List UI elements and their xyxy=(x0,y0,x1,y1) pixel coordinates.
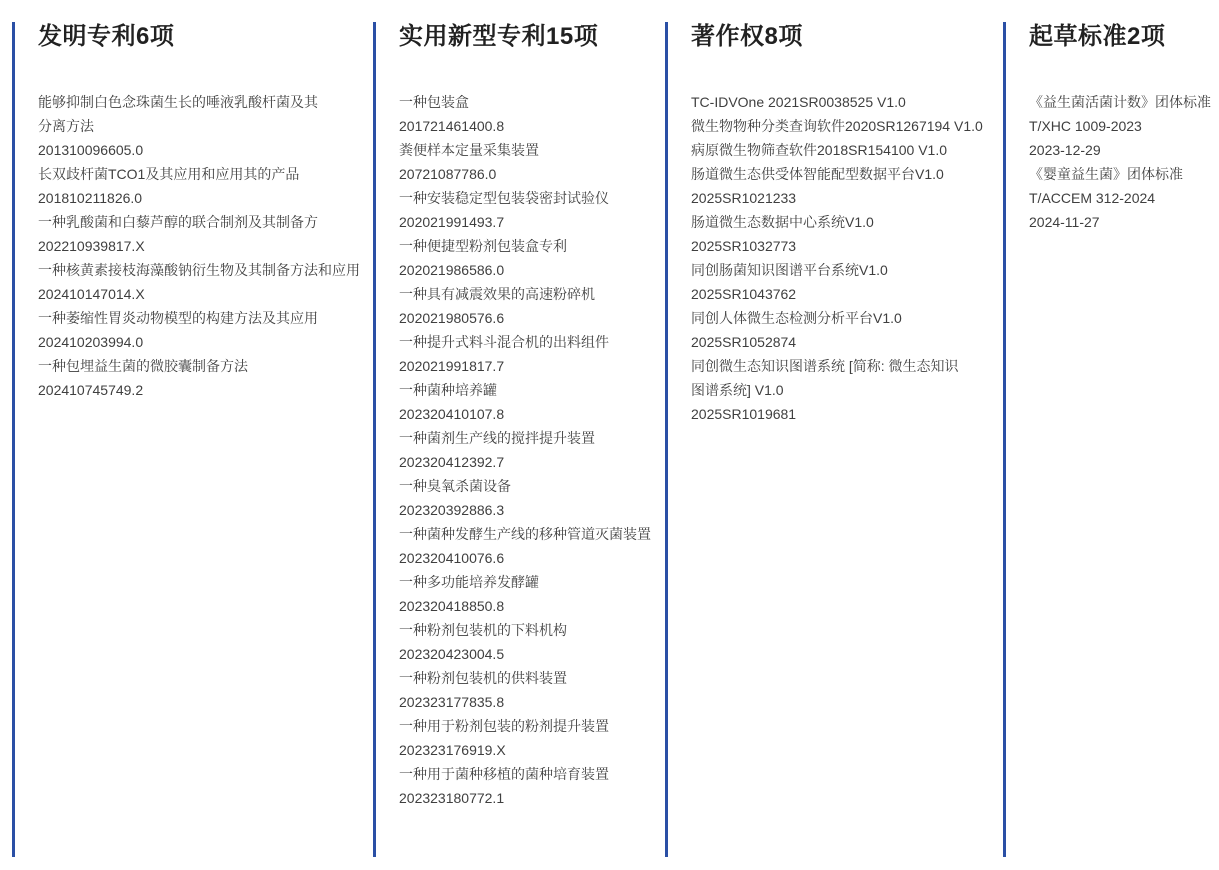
text-line: 202320412392.7 xyxy=(399,454,505,470)
text-line: 《益生菌活菌计数》团体标准 xyxy=(1029,94,1211,110)
text-line: 202021986586.0 xyxy=(399,262,505,278)
text-line: 2024-11-27 xyxy=(1029,214,1100,230)
column-title-copyrights: 著作权8项 xyxy=(691,23,803,50)
text-line: 202210939817.X xyxy=(38,238,145,254)
text-line: 一种提升式料斗混合机的出料组件 xyxy=(399,334,609,350)
text-line: 202021980576.6 xyxy=(399,310,505,326)
text-line: 一种菌剂生产线的搅拌提升装置 xyxy=(399,430,595,446)
text-line: 一种菌种发酵生产线的移种管道灭菌装置 xyxy=(399,526,651,542)
text-line: T/XHC 1009-2023 xyxy=(1029,118,1142,134)
text-line: 一种包装盒 xyxy=(399,94,469,110)
column-copyrights xyxy=(665,22,991,857)
text-line: 202323176919.X xyxy=(399,742,506,758)
text-line: 一种用于菌种移植的菌种培育装置 xyxy=(399,766,609,782)
text-line: 同创微生态知识图谱系统 [简称: 微生态知识 xyxy=(691,358,959,374)
text-line: 长双歧杆菌TCO1及其应用和应用其的产品 xyxy=(38,166,300,182)
column-invention-patents xyxy=(12,22,361,857)
text-line: 一种安装稳定型包装袋密封试验仪 xyxy=(399,190,609,206)
text-line: 201310096605.0 xyxy=(38,142,144,158)
text-line: 2025SR1043762 xyxy=(691,286,797,302)
text-line: TC-IDVOne 2021SR0038525 V1.0 xyxy=(691,94,906,110)
column-title-drafted-standards: 起草标准2项 xyxy=(1029,23,1166,50)
text-line: 分离方法 xyxy=(38,118,94,134)
text-line: 201810211826.0 xyxy=(38,190,143,206)
text-line: 一种多功能培养发酵罐 xyxy=(399,574,539,590)
text-line: 一种具有减震效果的高速粉碎机 xyxy=(399,286,595,302)
text-line: 同创人体微生态检测分析平台V1.0 xyxy=(691,310,902,326)
text-line: 病原微生物筛查软件2018SR154100 V1.0 xyxy=(691,142,947,158)
text-line: 2025SR1021233 xyxy=(691,190,797,206)
text-line: 202323177835.8 xyxy=(399,694,505,710)
text-line: 肠道微生态数据中心系统V1.0 xyxy=(691,214,874,230)
text-line: 一种萎缩性胃炎动物模型的构建方法及其应用 xyxy=(38,310,318,326)
text-line: 2025SR1052874 xyxy=(691,334,797,350)
column-title-invention-patents: 发明专利6项 xyxy=(38,23,175,50)
text-line: 202410745749.2 xyxy=(38,382,144,398)
text-line: 一种包埋益生菌的微胶囊制备方法 xyxy=(38,358,248,374)
text-line: 一种便捷型粉剂包装盒专利 xyxy=(399,238,567,254)
text-line: 能够抑制白色念珠菌生长的唾液乳酸杆菌及其 xyxy=(38,94,318,110)
text-line: 粪便样本定量采集装置 xyxy=(399,142,539,158)
column-drafted-standards xyxy=(1003,22,1209,857)
text-line: 一种臭氧杀菌设备 xyxy=(399,478,511,494)
text-line: 202410203994.0 xyxy=(38,334,144,350)
text-line: 202021991817.7 xyxy=(399,358,505,374)
text-line: 202323180772.1 xyxy=(399,790,505,806)
text-line: 一种核黄素接枝海藻酸钠衍生物及其制备方法和应用 xyxy=(38,262,360,278)
text-line: 2025SR1032773 xyxy=(691,238,797,254)
text-line: T/ACCEM 312-2024 xyxy=(1029,190,1156,206)
text-line: 一种粉剂包装机的下料机构 xyxy=(399,622,567,638)
column-utility-model-patents xyxy=(373,22,653,857)
text-line: 同创肠菌知识图谱平台系统V1.0 xyxy=(691,262,888,278)
text-line: 202021991493.7 xyxy=(399,214,505,230)
text-line: 2025SR1019681 xyxy=(691,406,797,422)
text-line: 一种用于粉剂包装的粉剂提升装置 xyxy=(399,718,609,734)
text-line: 202320392886.3 xyxy=(399,502,505,518)
text-line: 202320410076.6 xyxy=(399,550,505,566)
text-line: 一种菌种培养罐 xyxy=(399,382,497,398)
text-line: 202320423004.5 xyxy=(399,646,505,662)
text-line: 微生物物种分类查询软件2020SR1267194 V1.0 xyxy=(691,118,983,134)
column-lines-drafted-standards xyxy=(1029,90,1209,234)
text-line: 2023-12-29 xyxy=(1029,142,1101,158)
text-line: 图谱系统] V1.0 xyxy=(691,382,784,398)
text-line: 202410147014.X xyxy=(38,286,145,302)
text-line: 一种粉剂包装机的供料装置 xyxy=(399,670,567,686)
text-line: 202320410107.8 xyxy=(399,406,505,422)
column-lines-utility-model-patents xyxy=(399,90,653,810)
column-title-utility-model-patents: 实用新型专利15项 xyxy=(399,23,599,50)
text-line: 20721087786.0 xyxy=(399,166,497,182)
text-line: 肠道微生态供受体智能配型数据平台V1.0 xyxy=(691,166,944,182)
text-line: 《婴童益生菌》团体标准 xyxy=(1029,166,1183,182)
text-line: 201721461400.8 xyxy=(399,118,505,134)
text-line: 一种乳酸菌和白藜芦醇的联合制剂及其制备方 xyxy=(38,214,318,230)
column-lines-invention-patents xyxy=(38,90,361,402)
text-line: 202320418850.8 xyxy=(399,598,505,614)
column-lines-copyrights xyxy=(691,90,991,426)
